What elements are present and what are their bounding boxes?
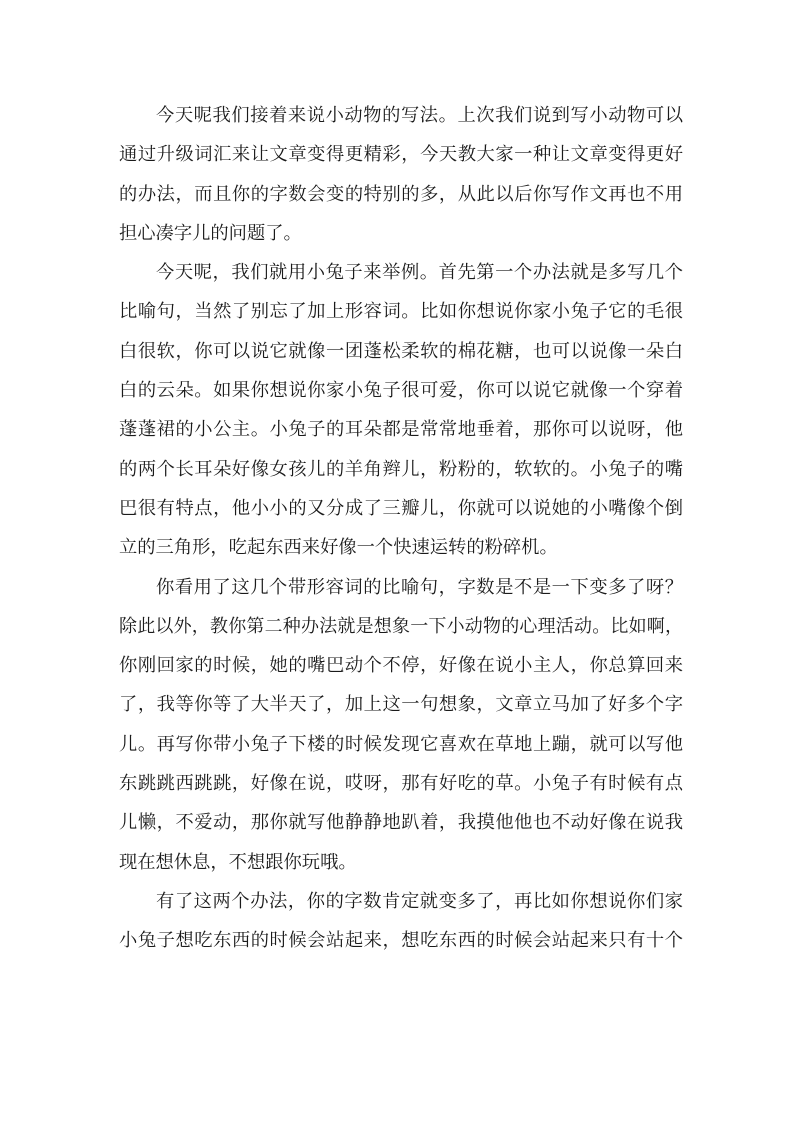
text-line: 担心凑字儿的问题了。: [119, 222, 302, 244]
text-line: 小兔子想吃东西的时候会站起来，想吃东西的时候会站起来只有十个: [119, 930, 683, 952]
text-line: 了，我等你等了大半天了，加上这一句想象，文章立马加了好多个字: [119, 694, 683, 716]
text-line: 通过升级词汇来让文章变得更精彩，今天教大家一种让文章变得更好: [119, 144, 683, 166]
text-line: 儿。再写你带小兔子下楼的时候发现它喜欢在草地上蹦，就可以写他: [119, 733, 683, 755]
text-line: 白的云朵。如果你想说你家小兔子很可爱，你可以说它就像一个穿着: [119, 380, 683, 402]
paragraph-first-line: 今天呢我们接着来说小动物的写法。上次我们说到写小动物可以: [156, 105, 683, 126]
text-line: 白很软，你可以说它就像一团蓬松柔软的棉花糖，也可以说像一朵白: [119, 340, 683, 362]
text-line: 的办法，而且你的字数会变的特别的多，从此以后你写作文再也不用: [119, 183, 683, 205]
text-line: 比喻句，当然了别忘了加上形容词。比如你想说你家小兔子它的毛很: [119, 301, 683, 323]
text-line: 巴很有特点，他小小的又分成了三瓣儿，你就可以说她的小嘴像个倒: [119, 497, 683, 519]
text-line: 东跳跳西跳跳，好像在说，哎呀，那有好吃的草。小兔子有时候有点: [119, 773, 683, 795]
paragraph-first-line: 有了这两个办法，你的字数肯定就变多了，再比如你想说你们家: [156, 890, 683, 912]
text-line: 蓬蓬裙的小公主。小兔子的耳朵都是常常地垂着，那你可以说呀，他: [119, 419, 683, 441]
paragraph-first-line: 你看用了这几个带形容词的比喻句，字数是不是一下变多了呀？: [156, 576, 683, 598]
paragraph-first-line: 今天呢，我们就用小兔子来举例。首先第一个办法就是多写几个: [156, 262, 683, 284]
document-body: [119, 96, 683, 961]
text-line: 儿懒，不爱动，那你就写他静静地趴着，我摸他他也不动好像在说我: [119, 812, 683, 834]
text-line: 现在想休息，不想跟你玩哦。: [119, 851, 357, 873]
text-line: 的两个长耳朵好像女孩儿的羊角辫儿，粉粉的，软软的。小兔子的嘴: [119, 458, 683, 480]
text-line: 立的三角形，吃起东西来好像一个快速运转的粉碎机。: [119, 537, 558, 559]
text-line: 你刚回家的时候，她的嘴巴动个不停，好像在说小主人，你总算回来: [119, 655, 683, 677]
text-line: 除此以外，教你第二种办法就是想象一下小动物的心理活动。比如啊，: [119, 615, 683, 637]
